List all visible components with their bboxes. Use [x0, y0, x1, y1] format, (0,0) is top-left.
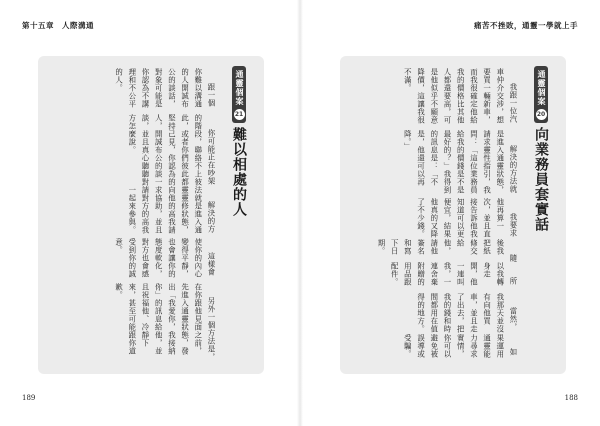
case-body — [48, 68, 218, 362]
case-label: 通靈個案 — [235, 70, 244, 106]
body-paragraph: 解決的方法就是進入通靈靈修狀態，向他的高我請求協助，並且請對方的高我一起來參與。 — [127, 186, 216, 235]
case-title-block — [228, 66, 250, 217]
right-page — [300, 0, 600, 426]
body-paragraph: 解決的方法就是進入通靈狀態，請求靈性指引，我問：「這位業務員給我的價錢是不是最好的？」我得到的訊息是：「不是，他還可以再降。」 — [403, 130, 518, 195]
page-number: 188 — [564, 394, 578, 402]
body-paragraph: 我要求他再算一次，並且直接告訴他我知道可以更便宜，結果他真的又降了不少錢。 — [416, 198, 518, 239]
case-title: 難以相處的人 — [231, 127, 247, 217]
body-paragraph: 隨後我把紙條交給他，請他簽名和寫下日期。 — [376, 239, 518, 262]
page-number: 189 — [22, 394, 36, 402]
body-paragraph: 這樣會使你的內心變得平靜，也會讓你的態度軟化，對方也會感受到你的誠意。 — [114, 237, 216, 278]
running-head: 第十五章 人際溝通 — [22, 21, 94, 30]
running-head: 痛苦不挫敗，通靈一學就上手 — [474, 21, 578, 30]
case-number: 20 — [536, 111, 546, 118]
body-paragraph: 所以我轉身走開，他一連叫我，一連舍棄附贈的用品跟配件。 — [390, 262, 518, 287]
body-paragraph: 跟一個你難以溝通的人開誠布公的談話，對象可能是你認為不講理和不公平的人。 — [114, 68, 216, 108]
body-paragraph: 當然，我那天並沒有向他買車，並且走了出去，把我的錢和時間都用在值得的地方。 — [416, 292, 518, 333]
case-body — [350, 68, 520, 362]
case-label: 通靈個案 — [537, 70, 546, 106]
body-paragraph: 另外一個方法是，在你跟他見面之前，先進入通靈狀態，發出「我愛你，我接納你」的訊息給他，並且祝福他、冷靜下來，甚至可能跟你道歉。 — [114, 282, 216, 362]
case-title-block — [530, 66, 552, 232]
case-badge — [534, 66, 548, 123]
case-title: 向業務員套實話 — [533, 127, 549, 232]
case-panel — [38, 56, 264, 374]
case-number: 21 — [234, 111, 244, 118]
body-paragraph: 我跟一位汽車仲介交涉，想要買一輛新車，而我很確定他給我的價格比其他人都還要高，可是他似乎不願意降價，這讓我很不滿。 — [403, 68, 518, 124]
body-paragraph: 你可能正在吵架的階段，聯絡不上彼此，或者你們彼此都堅持己見，你認為的人，開誠布公的談一談，並且真心聽聽對方怎麼說。 — [127, 114, 216, 187]
body-paragraph: 如果運用通靈能力尋求實情，你可以避免被誤導或受騙。 — [403, 333, 518, 358]
case-badge — [232, 66, 246, 123]
case-panel — [340, 56, 566, 374]
